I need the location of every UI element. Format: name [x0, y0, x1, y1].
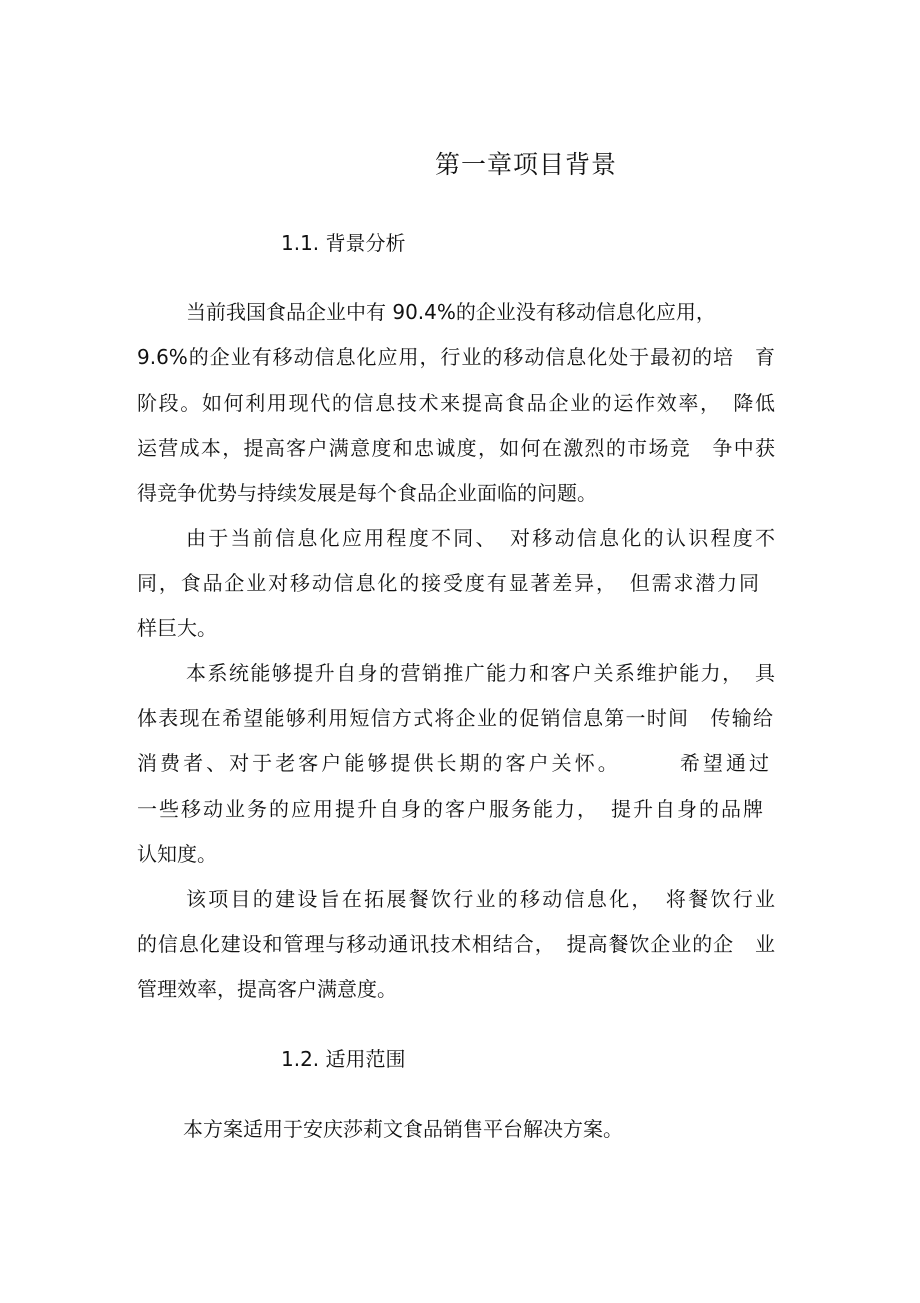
paragraph-line: 由于当前信息化应用程度不同、 对移动信息化的认识程度不	[186, 526, 775, 550]
paragraph-line: 本方案适用于安庆莎莉文食品销售平台解决方案。	[183, 1117, 623, 1141]
section-heading-background: 1.1. 背景分析	[281, 231, 406, 255]
chapter-title: 第一章项目背景	[434, 150, 617, 179]
section-heading-scope: 1.2. 适用范围	[281, 1047, 406, 1071]
paragraph-line: 认知度。	[137, 842, 217, 866]
paragraph-line: 当前我国食品企业中有 90.4%的企业没有移动信息化应用，	[186, 300, 716, 324]
paragraph-line: 同，食品企业对移动信息化的接受度有显著差异， 但需求潜力同	[137, 571, 759, 595]
paragraph-line: 阶段。如何利用现代的信息技术来提高食品企业的运作效率， 降低	[137, 391, 775, 415]
paragraph-line: 体表现在希望能够利用短信方式将企业的促销信息第一时间 传输给	[137, 706, 773, 730]
paragraph-line: 得竞争优势与持续发展是每个食品企业面临的问题。	[137, 481, 597, 505]
paragraph-line: 的信息化建设和管理与移动通讯技术相结合， 提高餐饮企业的企 业	[137, 932, 775, 956]
paragraph-line: 样巨大。	[137, 616, 217, 640]
paragraph-line: 一些移动业务的应用提升自身的客户服务能力， 提升自身的品牌	[137, 797, 763, 821]
paragraph-line: 9.6%的企业有移动信息化应用，行业的移动信息化处于最初的培 育	[137, 345, 775, 369]
paragraph-line: 运营成本，提高客户满意度和忠诚度，如何在激烈的市场竞 争中获	[137, 436, 775, 460]
paragraph-line: 管理效率，提高客户满意度。	[137, 977, 397, 1001]
paragraph-line: 该项目的建设旨在拓展餐饮行业的移动信息化， 将餐饮行业	[186, 887, 775, 911]
paragraph-line: 消费者、对于老客户能够提供长期的客户关怀。 希望通过	[137, 751, 769, 775]
paragraph-line: 本系统能够提升自身的营销推广能力和客户关系维护能力， 具	[186, 661, 775, 685]
